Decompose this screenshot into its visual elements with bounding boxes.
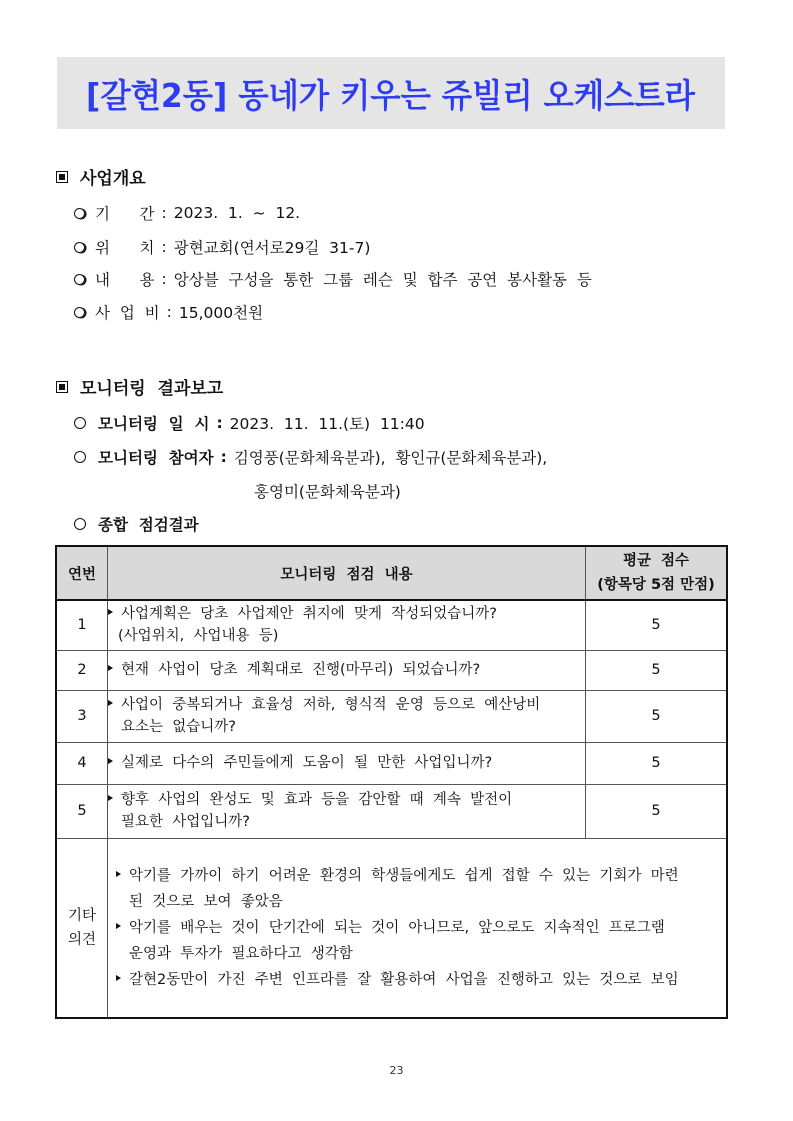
document-title: [갈현2동] 동네가 키우는 쥬빌리 오케스트라 — [86, 75, 696, 115]
row-no: 5 — [56, 784, 108, 838]
triangle-bullet-icon — [108, 758, 113, 764]
table-row — [56, 650, 727, 690]
square-bullet-icon — [56, 171, 68, 183]
row-text: 사업이 중복되거나 효율성 저하, 형식적 운영 등으로 예산낭비 — [121, 697, 541, 713]
circle-bullet-icon — [74, 518, 86, 530]
row-content — [108, 650, 586, 690]
triangle-bullet-icon — [116, 871, 121, 877]
monitoring-result-table — [55, 545, 728, 1019]
table-row-etc — [56, 838, 727, 1018]
etc-label — [56, 838, 108, 1018]
monitoring-summary — [74, 513, 199, 535]
row-no: 4 — [56, 742, 108, 784]
row-content — [108, 600, 586, 650]
title-banner — [57, 57, 725, 129]
item-value: 앙상블 구성을 통한 그룹 레슨 및 합주 공연 봉사활동 등 — [173, 271, 592, 289]
item-value: 광현교회(연서로29길 31-7) — [173, 239, 371, 257]
header-content: 모니터링 점검 내용 — [108, 546, 586, 600]
circle-bullet-icon — [74, 307, 85, 318]
item-value: 2023. 11. 11.(토) 11:40 — [229, 415, 425, 433]
item-label: 위 치 — [95, 239, 155, 257]
item-label: 모니터링 참여자 — [98, 449, 214, 467]
row-content — [108, 690, 586, 742]
monitoring-participants: 모니터링 참여자 : 김영풍(문화체육분과), 황인규(문화체육분과), — [74, 446, 547, 468]
header-no: 연번 — [56, 546, 108, 600]
overview-item-budget: 사 업 비 : 15,000천원 — [74, 301, 263, 323]
header-score — [586, 546, 728, 600]
row-content — [108, 784, 586, 838]
comment-item — [116, 863, 720, 915]
monitoring-participants-cont — [254, 480, 401, 502]
section-heading-overview — [56, 164, 146, 189]
row-text: 현재 사업이 당초 계획대로 진행(마무리) 되었습니까? — [121, 662, 481, 678]
row-score: 5 — [586, 600, 728, 650]
row-no: 1 — [56, 600, 108, 650]
row-text: 향후 사업의 완성도 및 효과 등을 감안할 때 계속 발전이 — [121, 792, 513, 808]
item-value: 김영풍(문화체육분과), 황인규(문화체육분과), — [233, 449, 548, 467]
row-text: (사업위치, 사업내용 등) — [118, 628, 279, 645]
row-no: 2 — [56, 650, 108, 690]
comment-item — [116, 915, 720, 967]
item-value: 15,000천원 — [178, 304, 264, 322]
comment-text: 악기를 가까이 하기 어려운 환경의 학생들에게도 쉽게 접할 수 있는 기회가 마련 — [129, 867, 679, 884]
monitoring-date: 모니터링 일 시 : 2023. 11. 11.(토) 11:40 — [74, 412, 425, 434]
comment-item — [116, 967, 720, 993]
table-row — [56, 742, 727, 784]
etc-comments — [108, 838, 728, 1018]
row-score: 5 — [586, 742, 728, 784]
comment-text: 악기를 배우는 것이 단기간에 되는 것이 아니므로, 앞으로도 지속적인 프로그램 — [129, 919, 665, 936]
triangle-bullet-icon — [108, 795, 113, 801]
table-row — [56, 690, 727, 742]
section-heading-monitoring — [56, 374, 223, 399]
overview-item-period: 기 간 : 2023. 1. ~ 12. — [74, 202, 300, 224]
table-header-row — [56, 546, 727, 600]
circle-bullet-icon — [74, 451, 86, 463]
etc-label-line1: 기타 — [67, 907, 96, 924]
triangle-bullet-icon — [116, 923, 121, 929]
circle-bullet-icon — [74, 274, 85, 285]
row-score: 5 — [586, 784, 728, 838]
item-value: 홍영미(문화체육분과) — [254, 483, 401, 501]
overview-item-location: 위 치 : 광현교회(연서로29길 31-7) — [74, 236, 370, 258]
comment-text: 된 것으로 보여 좋았음 — [129, 893, 283, 910]
triangle-bullet-icon — [108, 700, 113, 706]
item-value: 2023. 1. ~ 12. — [173, 204, 301, 222]
item-label: 종합 점검결과 — [98, 516, 199, 534]
header-score-line1: 평균 점수 — [622, 553, 690, 569]
item-label: 내 용 — [95, 271, 155, 289]
triangle-bullet-icon — [108, 609, 113, 615]
row-text: 사업계획은 당초 사업제안 취지에 맞게 작성되었습니까? — [121, 606, 497, 623]
section-title: 모니터링 결과보고 — [80, 379, 224, 399]
comment-text: 갈현2동만이 가진 주변 인프라를 잘 활용하여 사업을 진행하고 있는 것으로 보임 — [129, 971, 679, 988]
overview-item-content: 내 용 : 앙상블 구성을 통한 그룹 레슨 및 합주 공연 봉사활동 등 — [74, 268, 592, 290]
section-title: 사업개요 — [80, 169, 146, 189]
row-text: 요소는 없습니까? — [121, 719, 236, 735]
row-text: 필요한 사업입니까? — [121, 814, 250, 830]
page-number: 23 — [389, 1064, 404, 1077]
header-score-line2: (항목당 5점 만점) — [597, 577, 715, 593]
circle-bullet-icon — [74, 242, 85, 253]
square-bullet-icon — [56, 381, 68, 393]
etc-label-line2: 의견 — [67, 931, 96, 948]
row-content — [108, 742, 586, 784]
item-label: 기 간 — [95, 205, 155, 223]
table-row — [56, 600, 727, 650]
circle-bullet-icon — [74, 208, 85, 219]
circle-bullet-icon — [74, 417, 86, 429]
row-score: 5 — [586, 650, 728, 690]
item-label: 모니터링 일 시 — [98, 415, 210, 433]
row-score: 5 — [586, 690, 728, 742]
triangle-bullet-icon — [116, 975, 121, 981]
table-row — [56, 784, 727, 838]
triangle-bullet-icon — [108, 665, 113, 671]
row-text: 실제로 다수의 주민들에게 도움이 될 만한 사업입니까? — [121, 755, 493, 771]
item-label: 사 업 비 — [95, 304, 160, 322]
comment-text: 운영과 투자가 필요하다고 생각함 — [129, 945, 353, 962]
row-no: 3 — [56, 690, 108, 742]
